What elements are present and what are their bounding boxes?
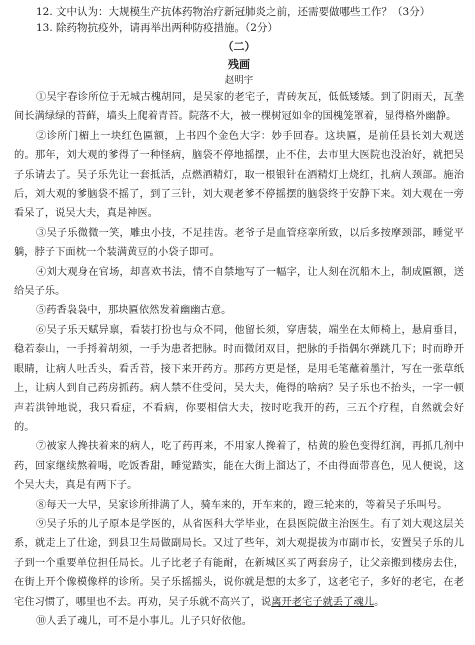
paragraph-1: ①吴宇春诊所位于无城古槐胡同，是吴家的老宅子，青砖灰瓦，低低矮矮。到了阴雨天，瓦垄间长满绿绿的苔藓，墙头上爬着青苔。院落不大，被一棵树冠如伞的国槐笼罩着，显得格外幽静。 [14, 92, 464, 123]
paragraph-7: ⑦被家人搀扶着来的病人，吃了药再来，不用家人搀着了，枯黄的脸色变得红润，再抓几剂中药，回家继续熬着喝，吃饭香甜，睡觉踏实，能在大街上溜达了，不由得面带喜色，见人便说，这个吴大夫，真是有两下子。 [14, 441, 464, 492]
question-13: 13. 除药物抗疫外，请再举出两种防疫措施。（2分） [36, 22, 278, 34]
paragraph-2: ②诊所门楣上一块红色匾额，上书四个金色大字：妙手回春。这块匾，是前任县长刘大观送的。那年，刘大观的爹得了一种怪病，脑袋不停地摇摆，止不住，去市里大医院也没治好，就把吴子乐请去了。吴子乐先让一套抵活，点燃酒精灯，取一根银针在酒精灯上烧红，扎病人颈部。施治后，刘大观的爹脑袋不摇了，到了三针，刘大观老爹不停摇摆的脑袋终于安静下来。刘大观在一旁看呆了，说吴大夫，真是神医。 [14, 130, 464, 220]
story-author: 赵明宇 [224, 75, 254, 86]
document-page [14, 4, 464, 631]
paragraph-8: ⑧每天一大早，吴家诊所排满了人，骑车来的，开车来的，蹬三轮来的，等着吴子乐叫号。 [36, 499, 448, 511]
section-heading: （二） [222, 40, 256, 53]
underlined-phrase: 离开老宅子就丢了魂儿 [271, 596, 375, 608]
paragraph-10: ⑩人丢了魂儿，可不是小事儿。儿子只好依他。 [36, 615, 253, 627]
paragraph-9: ⑨吴子乐的儿子原本是学医的，从省医科大学毕业，在县医院做主治医生。有了刘大观这层关系，就走上了仕途，到县卫生局做副局长。又过了些年，刘大观提拔为市副市长，安置吴子乐的儿子到一个重要单位担任局长。儿子比老子有能耐，在新城区买了两套房子，让父亲搬到楼房去住，在街上开个像模像样的诊所。吴子乐摇摇头，说你就是想的太多了，这老宅子，多好的老宅，在老宅住习惯了，哪里也不去。再劝，吴子乐就不高兴了，说离开老宅子就丢了魂儿。 [14, 518, 464, 608]
paragraph-4: ④刘大观身在官场，却喜欢书法，情不自禁地写了一幅字，让人刻在沉船木上，制成匾额，送给吴子乐。 [14, 266, 464, 298]
paragraph-6: ⑥吴子乐天赋异禀，看装打扮也与众不同，他留长须，穿唐装，端坐在太师椅上，悬肩垂目，稳若泰山，一手捋着胡须，一手为患者把脉。时而微闭双目，把脉的手指偶尔弹跳几下；时而睁开眼睛，让病人吐舌头，看舌苔，接下来开药方。那药方更是怪，是用毛笔蘸着墨汁，写在一张草纸上，让病人到自己药房抓药。病人禁不住受问，吴大夫，俺得的啥病？吴子乐也不抬头，一字一顿声若洪钟地说，我只看症，不看病，你要相信大夫，按时吃我开的药，三五个疗程，自然就会好的。 [14, 324, 464, 433]
question-12: 12. 文中认为：大规模生产抗体药物治疗新冠肺炎之前，还需要做哪些工作？（3分） [36, 6, 431, 18]
paragraph-3: ③吴子乐微微一笑，雕虫小技，不足挂齿。老爷子是血管痉挛所致，以后多按摩颈部，睡觉平躺，脖子下面枕一个装满黄豆的小袋子即可。 [14, 227, 464, 259]
story-title: 残画 [228, 58, 250, 71]
paragraph-5: ⑤药香袅袅中，那块匾依然发着幽幽古意。 [36, 305, 232, 317]
